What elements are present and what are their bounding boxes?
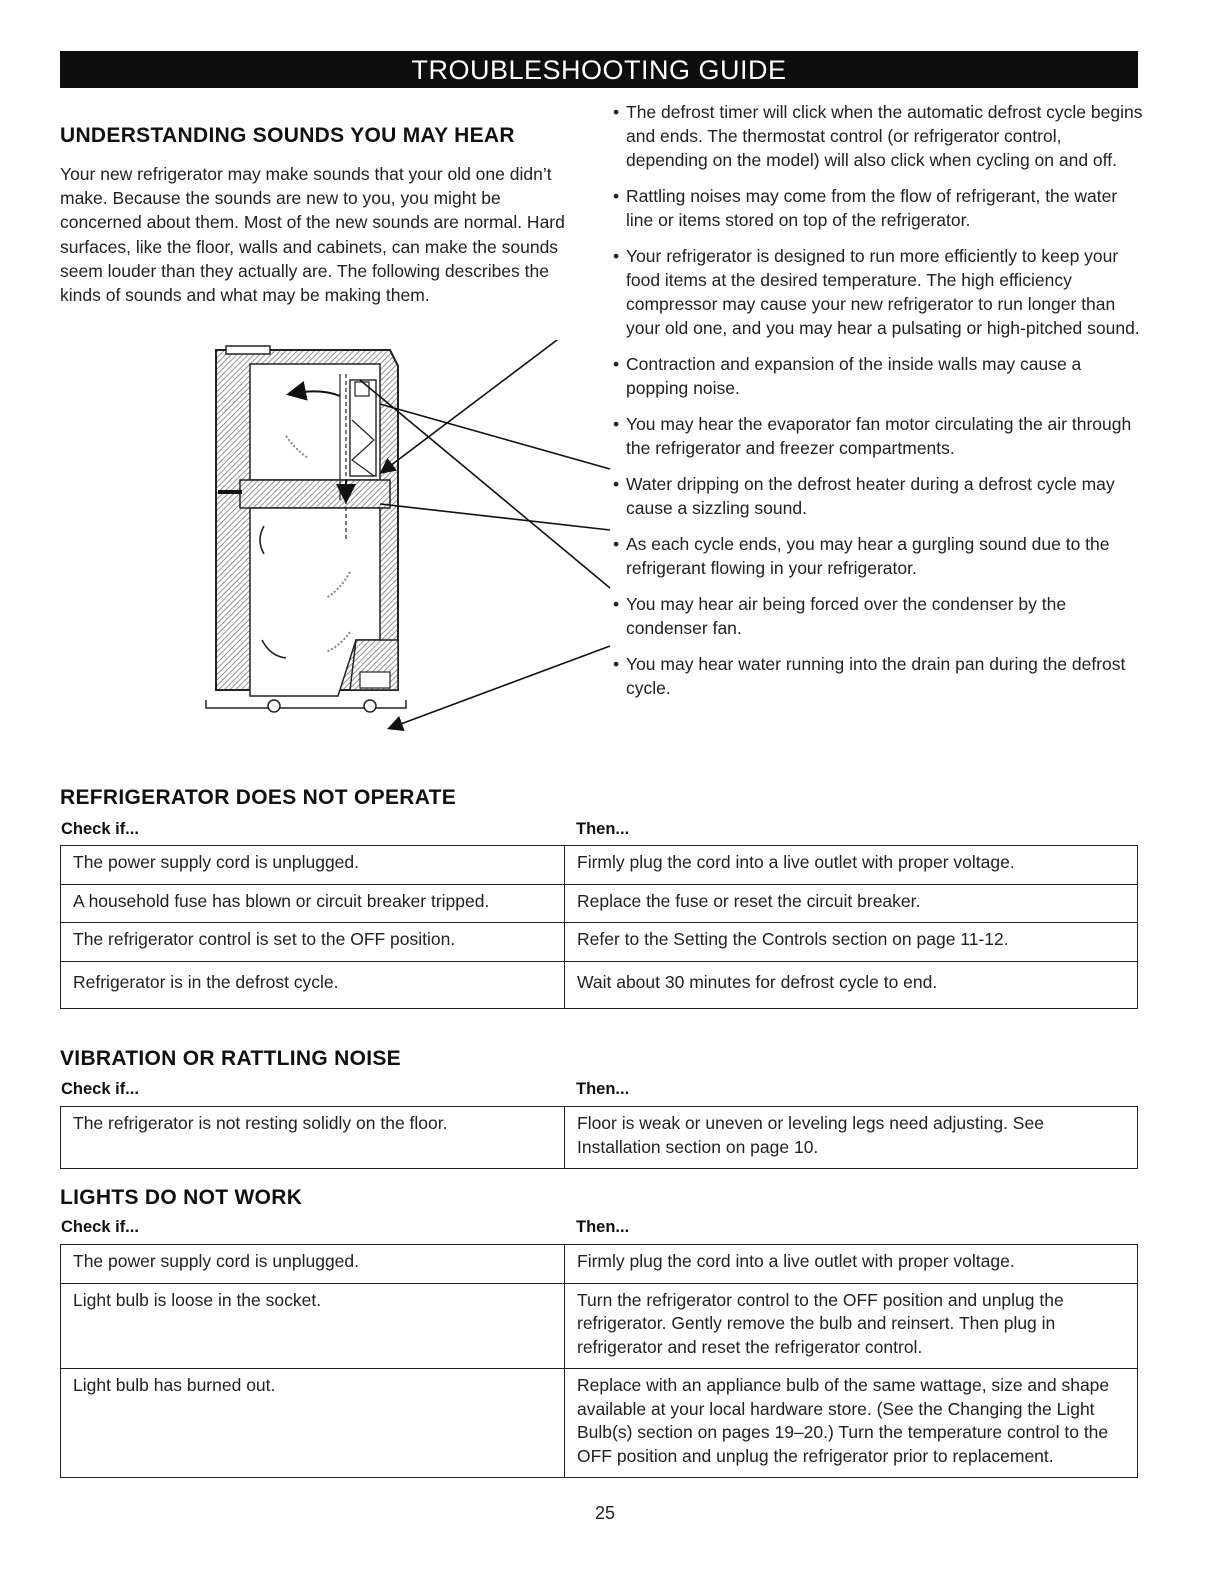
sound-item: • You may hear water running into the drain pan during the defrost cycle. bbox=[613, 652, 1143, 700]
sound-item: • Contraction and expansion of the inside walls may cause a popping noise. bbox=[613, 352, 1143, 400]
check-cell: The refrigerator is not resting solidly on the floor. bbox=[61, 1107, 565, 1169]
callout-line bbox=[390, 646, 610, 728]
callout-line bbox=[380, 404, 610, 469]
check-if-label: Check if... bbox=[61, 1218, 139, 1236]
table-row bbox=[61, 1107, 1138, 1169]
sound-item: • As each cycle ends, you may hear a gurgling sound due to the refrigerant flowing in your refrigerator. bbox=[613, 532, 1143, 580]
table-row bbox=[61, 884, 1138, 923]
then-label: Then... bbox=[576, 1218, 630, 1236]
refrigerator-diagram bbox=[200, 340, 620, 760]
sound-item: • You may hear air being forced over the condenser by the condenser fan. bbox=[613, 592, 1143, 640]
then-cell: Wait about 30 minutes for defrost cycle to end. bbox=[565, 961, 1138, 1009]
top-hinge bbox=[226, 346, 270, 354]
table-row bbox=[61, 961, 1138, 1009]
check-cell: Light bulb is loose in the socket. bbox=[61, 1283, 565, 1369]
table-row bbox=[61, 923, 1138, 962]
page-number: 25 bbox=[594, 1503, 616, 1523]
not-operate-table bbox=[60, 845, 1138, 1009]
then-cell: Turn the refrigerator control to the OFF position and unplug the refrigerator. Gently remove the bulb and reinsert. Then plug in refrigerator and reset the refrigerator control. bbox=[565, 1283, 1138, 1369]
fan-motor bbox=[355, 382, 369, 396]
sounds-list bbox=[613, 100, 1143, 712]
callout-line bbox=[380, 504, 610, 530]
check-cell: A household fuse has blown or circuit breaker tripped. bbox=[61, 884, 565, 923]
sound-item: • Your refrigerator is designed to run more efficiently to keep your food items at the desired temperature. The high efficiency compressor may cause your new refrigerator to run longer than your old one, and you may hear a pulsating or high-pitched sound. bbox=[613, 244, 1143, 340]
then-cell: Refer to the Setting the Controls section on page 11-12. bbox=[565, 923, 1138, 962]
check-cell: The power supply cord is unplugged. bbox=[61, 846, 565, 885]
section-heading-vibration: VIBRATION OR RATTLING NOISE bbox=[60, 1047, 401, 1070]
then-cell: Firmly plug the cord into a live outlet with proper voltage. bbox=[565, 846, 1138, 885]
sound-item: • Water dripping on the defrost heater during a defrost cycle may cause a sizzling sound. bbox=[613, 472, 1143, 520]
check-if-label: Check if... bbox=[61, 820, 139, 838]
table-row bbox=[61, 1245, 1138, 1284]
then-cell: Firmly plug the cord into a live outlet with proper voltage. bbox=[565, 1245, 1138, 1284]
table-row bbox=[61, 846, 1138, 885]
sound-item: • Rattling noises may come from the flow of refrigerant, the water line or items stored on top of the refrigerator. bbox=[613, 184, 1143, 232]
check-cell: Light bulb has burned out. bbox=[61, 1369, 565, 1478]
sounds-heading: UNDERSTANDING SOUNDS YOU MAY HEAR bbox=[60, 124, 515, 147]
compartment-divider bbox=[240, 480, 390, 508]
then-cell: Replace with an appliance bulb of the same wattage, size and shape available at your local hardware store. (See the Changing the Light Bulb(s) section on pages 19–20.) Turn the temperature control to the OFF position and unplug the refrigerator prior to replacement. bbox=[565, 1369, 1138, 1478]
then-label: Then... bbox=[576, 1080, 630, 1098]
then-cell: Floor is weak or uneven or leveling legs need adjusting. See Installation section on page 10. bbox=[565, 1107, 1138, 1169]
table-row bbox=[61, 1283, 1138, 1369]
section-heading-not-operate: REFRIGERATOR DOES NOT OPERATE bbox=[60, 786, 457, 809]
leveling-roller bbox=[364, 700, 376, 712]
check-cell: The refrigerator control is set to the OFF position. bbox=[61, 923, 565, 962]
table-row bbox=[61, 1369, 1138, 1478]
then-cell: Replace the fuse or reset the circuit breaker. bbox=[565, 884, 1138, 923]
check-if-label: Check if... bbox=[61, 1080, 139, 1098]
callout-line bbox=[382, 340, 610, 472]
sound-item: • The defrost timer will click when the automatic defrost cycle begins and ends. The thermostat control (or refrigerator control, depending on the model) will also click when cycling on and off. bbox=[613, 100, 1143, 172]
sounds-intro: Your new refrigerator may make sounds that your old one didn’t make. Because the sounds are new to you, you might be concerned about them. Most of the new sounds are normal. Hard surfaces, like the floor, walls and cabinets, can make the sounds seem louder than they actually are. The following describes the kinds of sounds and what may be making them. bbox=[60, 164, 565, 306]
section-heading-lights: LIGHTS DO NOT WORK bbox=[60, 1186, 303, 1209]
sound-item: • You may hear the evaporator fan motor circulating the air through the refrigerator and freezer compartments. bbox=[613, 412, 1143, 460]
then-label: Then... bbox=[576, 820, 630, 838]
vibration-table bbox=[60, 1106, 1138, 1169]
leveling-roller bbox=[268, 700, 280, 712]
lights-table bbox=[60, 1244, 1138, 1478]
check-cell: Refrigerator is in the defrost cycle. bbox=[61, 961, 565, 1009]
page-title-banner: TROUBLESHOOTING GUIDE bbox=[60, 51, 1138, 88]
check-cell: The power supply cord is unplugged. bbox=[61, 1245, 565, 1284]
